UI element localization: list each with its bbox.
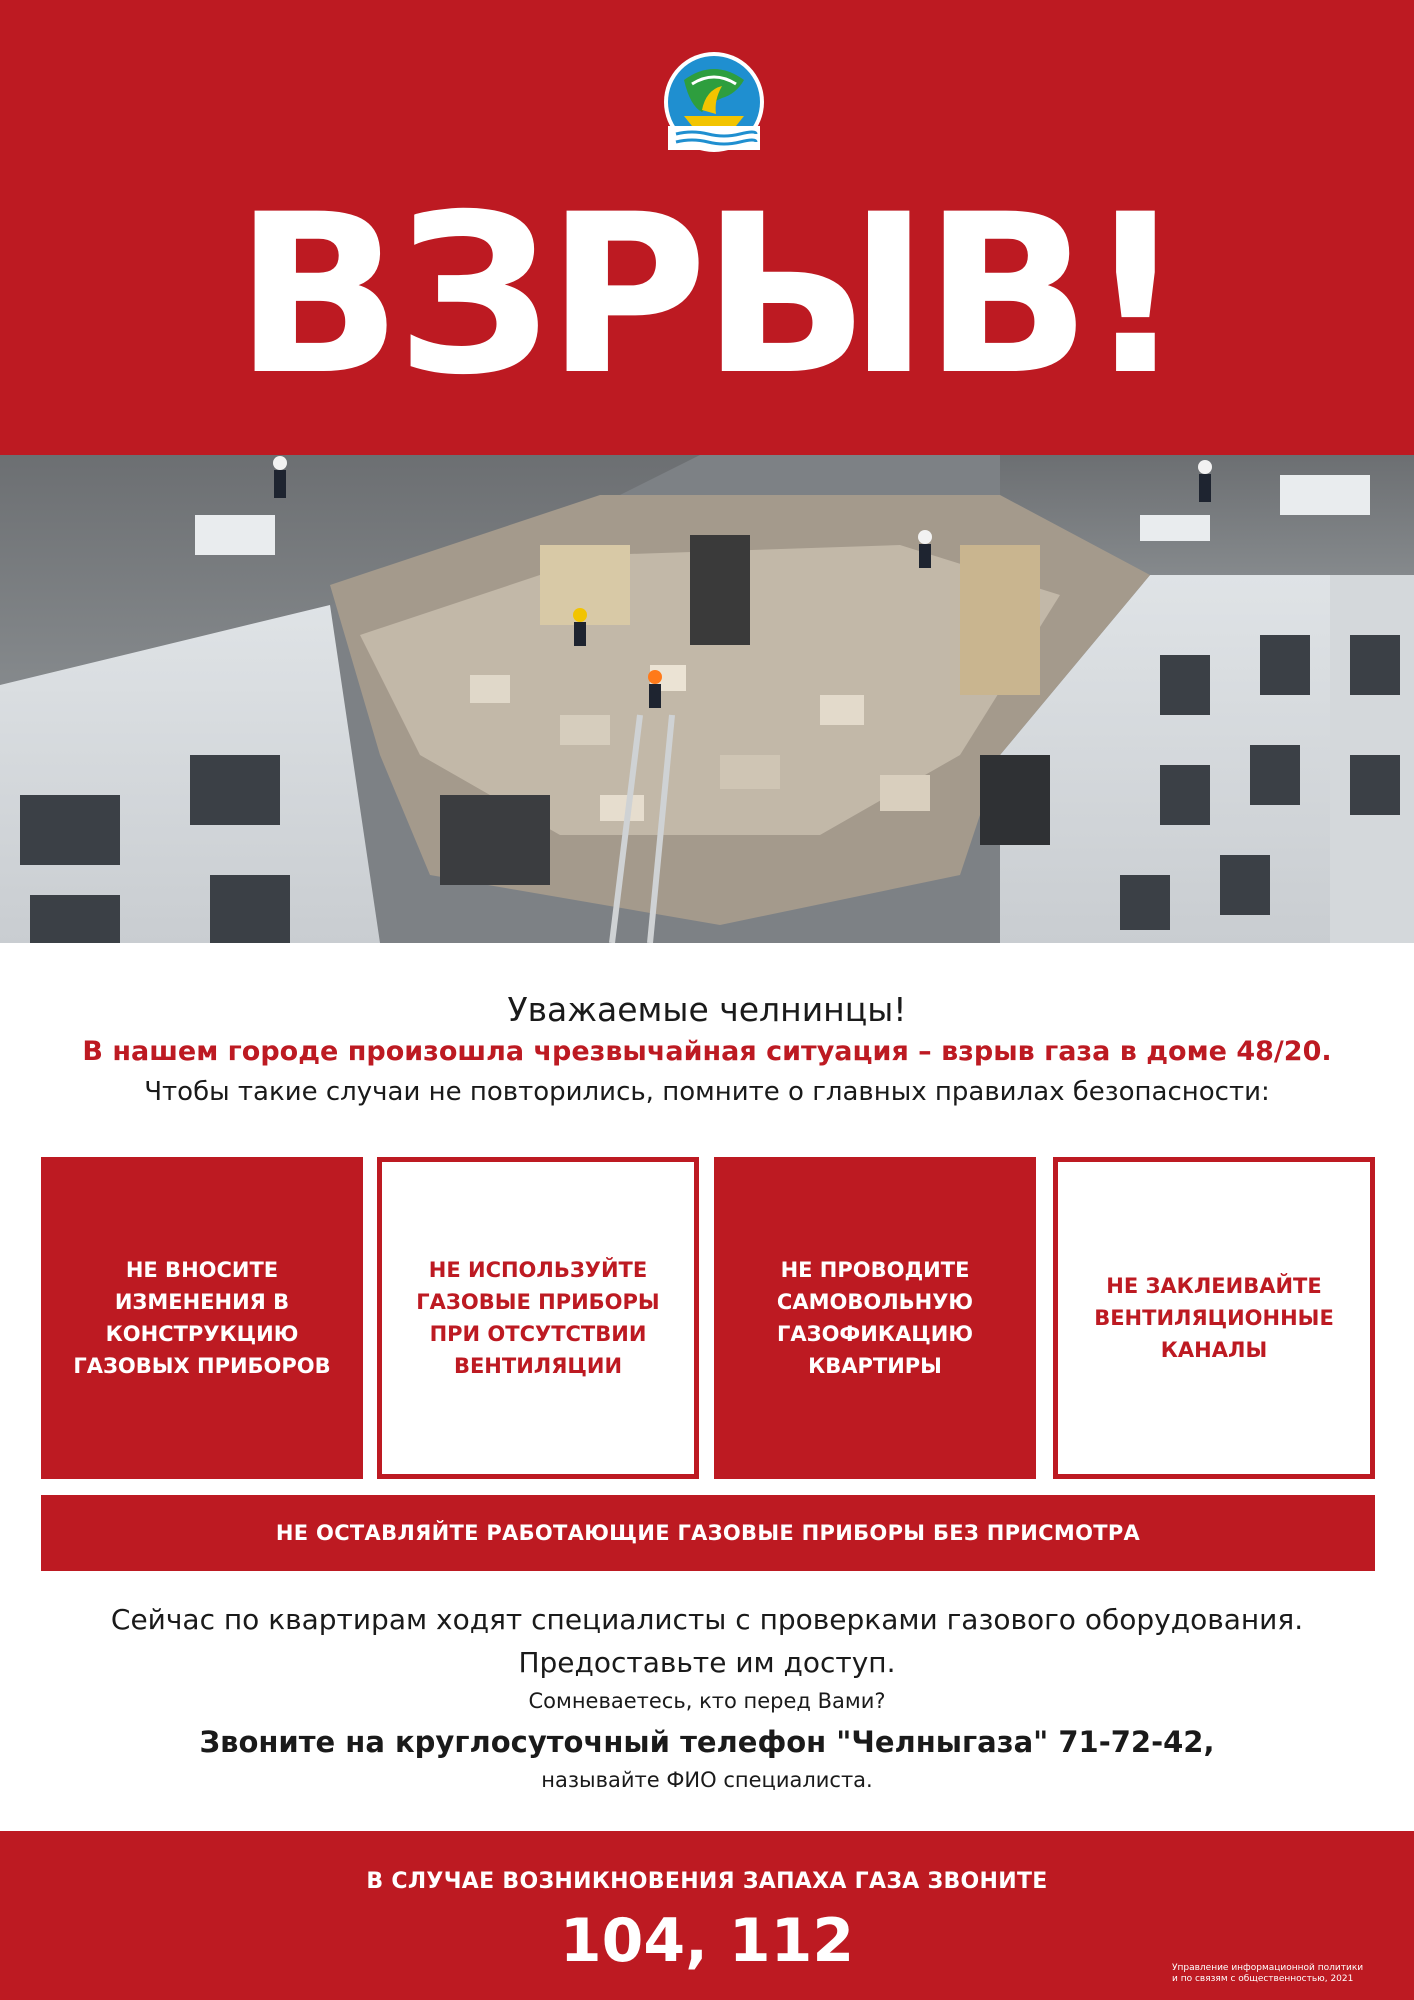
rule-box-2 — [377, 1157, 699, 1479]
name-hint: называйте ФИО специалиста. — [541, 1768, 873, 1792]
doubt-question: Сомневаетесь, кто перед Вами? — [528, 1689, 886, 1713]
greeting: Уважаемые челнинцы! — [507, 990, 907, 1029]
safety-reminder: Чтобы такие случаи не повторились, помните о главных правилах безопасности: — [144, 1077, 1270, 1107]
rule-text: НЕ ВНОСИТЕ ИЗМЕНЕНИЯ В КОНСТРУКЦИЮ ГАЗОВЫХ ПРИБОРОВ — [73, 1258, 331, 1378]
rule-text: НЕ ПРОВОДИТЕ САМОВОЛЬНУЮ ГАЗОФИКАЦИЮ КВАРТИРЫ — [776, 1258, 974, 1378]
rule-text: НЕ ИСПОЛЬЗУЙТЕ ГАЗОВЫЕ ПРИБОРЫ ПРИ ОТСУТСТВИИ ВЕНТИЛЯЦИИ — [416, 1258, 660, 1378]
emergency-alert: В нашем городе произошла чрезвычайная ситуация – взрыв газа в доме 48/20. — [82, 1036, 1332, 1067]
credits — [1172, 1963, 1402, 1985]
city-emblem-icon — [662, 50, 766, 154]
headline: ВЗРЫВ! — [234, 167, 1180, 423]
rule-banner: НЕ ОСТАВЛЯЙТЕ РАБОТАЮЩИЕ ГАЗОВЫЕ ПРИБОРЫ БЕЗ ПРИСМОТРА — [41, 1495, 1375, 1571]
credits-line: Управление информационной политики — [1172, 1963, 1364, 1973]
rule-box-4 — [1053, 1157, 1375, 1479]
rule-box-3 — [714, 1157, 1036, 1479]
footer-banner — [0, 1831, 1414, 2000]
hotline-text: Звоните на круглосуточный телефон "Челныгаза" 71-72-42, — [199, 1725, 1215, 1759]
header-banner — [0, 0, 1414, 455]
gas-smell-instruction: В СЛУЧАЕ ВОЗНИКНОВЕНИЯ ЗАПАХА ГАЗА ЗВОНИТЕ — [366, 1869, 1048, 1894]
inspection-notice: Сейчас по квартирам ходят специалисты с проверками газового оборудования. — [110, 1603, 1304, 1636]
emergency-numbers: 104, 112 — [559, 1906, 855, 1976]
rule-text: НЕ ЗАКЛЕИВАЙТЕ ВЕНТИЛЯЦИОННЫЕ КАНАЛЫ — [1094, 1274, 1334, 1362]
access-request: Предоставьте им доступ. — [518, 1646, 896, 1679]
rule-box-1 — [41, 1157, 363, 1479]
collapsed-building-photo — [0, 455, 1414, 943]
credits-line: и по связям с общественностью, 2021 — [1172, 1974, 1354, 1984]
